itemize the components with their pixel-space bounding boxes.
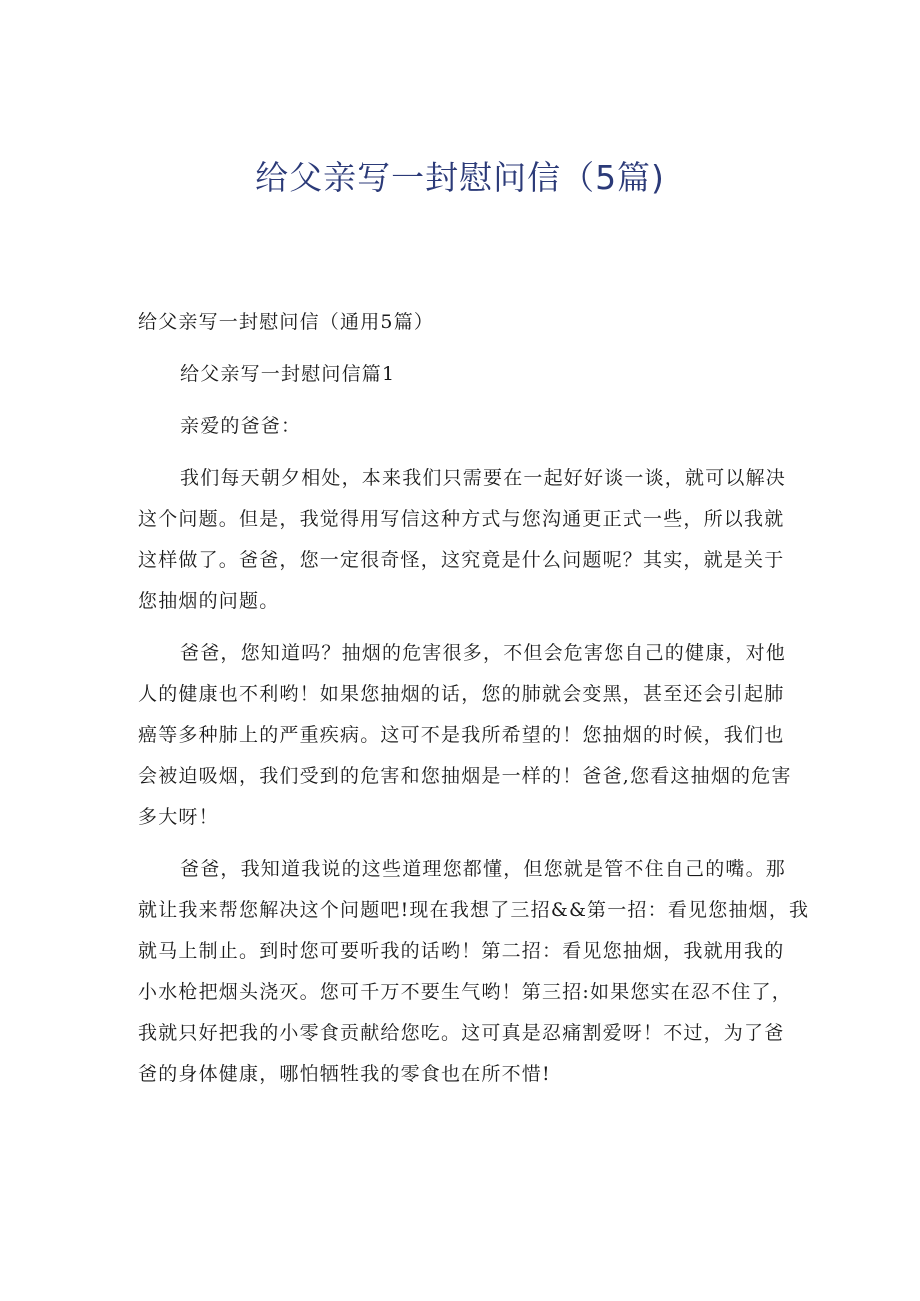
paragraph-line: 癌等多种肺上的严重疾病。这可不是我所希望的！您抽烟的时候，我们也 [138,724,785,746]
paragraph-2 [138,633,792,838]
paragraph-line: 会被迫吸烟，我们受到的危害和您抽烟是一样的！爸爸,您看这抽烟的危害 [138,765,792,787]
paragraph-line: 我就只好把我的小零食贡献给您吃。这可真是忍痛割爱呀！不过，为了爸 [138,1022,785,1044]
document-body [138,302,810,1095]
document-subtitle: 给父亲写一封慰问信（通用5篇） [138,311,435,333]
paragraph-line: 您抽烟的问题。 [138,590,280,612]
paragraph-line: 爸爸，您知道吗？抽烟的危害很多，不但会危害您自己的健康，对他 [180,642,787,664]
section-heading: 给父亲写一封慰问信篇1 [180,363,396,385]
paragraph-line: 爸的身体健康，哪怕牺牲我的零食也在所不惜! [138,1063,551,1085]
paragraph-line: 就让我来帮您解决这个问题吧!现在我想了三招&&第一招：看见您抽烟，我 [138,899,810,921]
paragraph-line: 多大呀！ [138,806,219,828]
paragraph-line: 就马上制止。到时您可要听我的话哟！第二招：看见您抽烟，我就用我的 [138,940,785,962]
document-title: 给父亲写一封慰问信（5篇) [255,158,665,197]
salutation: 亲爱的爸爸： [180,415,302,437]
paragraph-line: 人的健康也不利哟！如果您抽烟的话，您的肺就会变黑，甚至还会引起肺 [138,683,785,705]
paragraph-line: 爸爸，我知道我说的这些道理您都懂，但您就是管不住自己的嘴。那 [180,858,787,880]
paragraph-line: 小水枪把烟头浇灭。您可千万不要生气哟！第三招:如果您实在忍不住了， [138,981,793,1003]
paragraph-line: 这个问题。但是，我觉得用写信这种方式与您沟通更正式一些，所以我就 [138,508,785,530]
paragraph-line: 这样做了。爸爸，您一定很奇怪，这究竟是什么问题呢？其实，就是关于 [138,549,785,571]
paragraph-1 [138,458,792,622]
paragraph-line: 我们每天朝夕相处，本来我们只需要在一起好好谈一谈，就可以解决 [180,467,787,489]
paragraph-3 [138,849,810,1095]
